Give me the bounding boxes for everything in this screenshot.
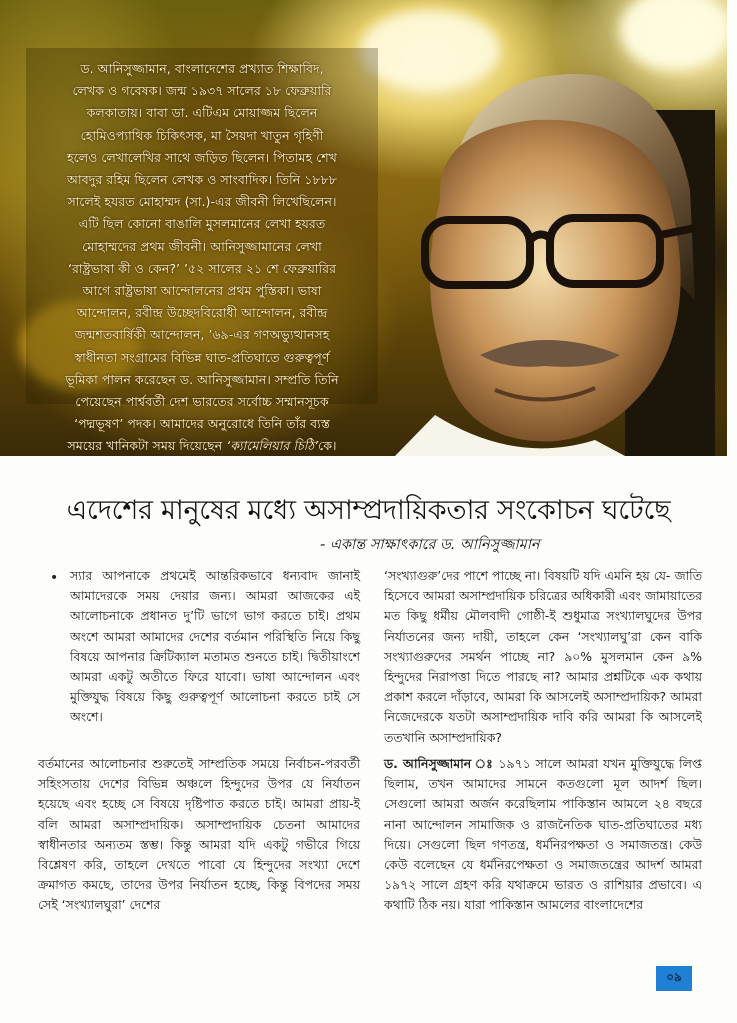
- bio-line-last: [67, 438, 336, 453]
- answer-1-text: ১৯৭১ সালে আমরা যখন মুক্তিযুদ্ধে লিপ্ত ছিলাম, তখন আমাদের সামনে কতগুলো মূল আদর্শ ছিল। সেগুলো আমরা অর্জন করেছিলাম পাকিস্তান আমলে ২৪ বছরে নানা আন্দোলন সামাজিক ও রাজনৈতিক ঘাত-প্রতিঘাতের মধ্য দিয়ে। সেগুলো ছিল গণতন্ত্র, ধর্মনিরপক্ষতা ও সমাজতন্ত্র। কেউ কেউ বলেছেন যে ধর্মনিরপেক্ষতা ও সমাজতন্ত্রের আদর্শ আমরা ১৯৭২ সালে গ্রহণ করি যথাক্রমে ভারত ও রাশিয়ার প্রভাবে। এ কথাটি ঠিক নয়। যারা পাকিস্তান আমলের বাংলাদেশের: [384, 756, 702, 913]
- bio-line: পেয়েছেন পার্শ্ববর্তী দেশ ভারতের সর্বোচ্চ সম্মানসূচক: [75, 394, 329, 410]
- bullet-icon: •: [50, 570, 59, 586]
- bio-last-prefix: সময়ের খানিকটা সময় দিয়েছেন: [67, 438, 227, 454]
- bio-last-suffix: কে।: [318, 438, 337, 454]
- question-2-block-part2: [384, 566, 702, 748]
- page-number-badge: [656, 966, 692, 991]
- magazine-name: ‘ক্যামেলিয়ার চিঠি’: [226, 438, 319, 454]
- question-1-block: [70, 566, 360, 728]
- bio-line: সালেই হযরত মোহাম্মদ (সা.)-এর জীবনী লিখেছিলেন।: [67, 194, 337, 210]
- question-2-block-part1: [38, 754, 360, 916]
- answer-speaker: ড. আনিসুজ্জামান ঃ: [384, 756, 494, 771]
- bio-line: এটি ছিল কোনো বাঙালি মুসলমানের লেখা হযরত: [78, 216, 326, 232]
- answer-1-block: [384, 754, 702, 916]
- bio-line: আন্দোলন, রবীন্দ্র উচ্ছেদবিরোধী আন্দোলন, রবীন্দ্র: [76, 305, 328, 321]
- question-2-text-part2: ‘সংখ্যাগুরু’দের পাশে পাচ্ছে না। বিষয়টি যদি এমনি হয় যে- জাতি হিসেবে আমরা অসাম্প্রদায়িক চরিত্রের অধিকারী এবং জামায়াতের মত কিছু ধর্মীয় মৌলবাদী গোষ্ঠী-ই শুধুমাত্র সংখ্যালঘুদের উপর নির্যাতনের জন্য দায়ী, তাহলে কেন ‘সংখ্যালঘু’রা কেন বাকি সংখ্যাগুরুদের সমর্থন পাচ্ছে না? ৯০% মুসলমান কেন ৯% হিন্দুদের নিরাপত্তা দিতে পারছে না? আমার প্রশ্নটিকে এক কথায় প্রকাশ করলে দাঁড়াবে, আমরা কি আসলেই অসাম্প্রদায়িক? আমরা নিজেদেরকে যতটা অসাম্প্রদায়িক দাবি করি আমরা কি আসলেই ততখানি অসাম্প্রদায়িক?: [384, 568, 702, 745]
- bio-line: ড. আনিসুজ্জামান, বাংলাদেশের প্রখ্যাত শিক্ষাবিদ,: [80, 61, 324, 76]
- bio-box: [26, 48, 378, 454]
- bio-line: স্বাধীনতা সংগ্রামের বিভিন্ন ঘাত-প্রতিঘাতে গুরুত্বপূর্ণ: [74, 349, 330, 365]
- page-number: ০৯: [666, 969, 682, 984]
- answer-1-paragraph: [384, 754, 702, 916]
- portrait-image: [395, 70, 715, 456]
- bio-line: জন্মশতবার্ষিকী আন্দোলন, ’৬৯-এর গণঅভ্যুত্থানসহ: [74, 327, 330, 343]
- bio-line: লেখক ও গবেষক। জন্ম ১৯৩৭ সালের ১৮ ফেব্রুয়ারি: [72, 83, 332, 99]
- bio-line: আবদুর রহিম ছিলেন লেখক ও সাংবাদিক। তিনি ১৮৮৮: [67, 172, 337, 188]
- bio-line: মোহাম্মদের প্রথম জীবনী। আনিসুজ্জামানের লেখা: [82, 238, 322, 254]
- light-spot: [620, 0, 727, 70]
- bio-line: আগে রাষ্ট্রভাষা আন্দোলনের প্রথম পুস্তিকা। ভাষা: [82, 283, 322, 299]
- bio-line: কলকাতায়। বাবা ডা. এটিএম মোয়াজ্জম ছিলেন: [86, 105, 318, 121]
- article-subheadline: - একান্ত সাক্ষাৎকারে ড. আনিসুজ্জামান: [320, 537, 540, 553]
- question-2-text-part1: বর্তমানের আলোচনার শুরুতেই সাম্প্রতিক সময়ে নির্বাচন-পরবর্তী সহিংসতায় দেশের বিভিন্ন অঞ্চলে হিন্দুদের উপর যে নির্যাতন হয়েছে এবং হচ্ছে সে বিষয়ে দৃষ্টিপাত করতে চাই। আমরা প্রায়-ই বলি আমরা অসাম্প্রদায়িক। অসাম্প্রদায়িক চেতনা আমাদের স্বাধীনতার অন্যতম স্তম্ভ। কিন্তু আমরা যদি একটু গভীরে গিয়ে বিশ্লেষণ করি, তাহলে দেখতে পাবো যে হিন্দুদের সংখ্যা দেশে ক্রমাগত কমছে, তাদের উপর নির্যাতন হচ্ছে, কিন্তু বিপদের সময় সেই ‘সংখ্যালঘুরা’ দেশের: [38, 756, 360, 913]
- bio-line: ‘পদ্মভূষণ’ পদক। আমাদের অনুরোধে তিনি তাঁর ব্যস্ত: [74, 416, 330, 432]
- bio-line: ‘রাষ্ট্রভাষা কী ও কেন?’ ’৫২ সালের ২১ শে ফেব্রুয়ারির: [67, 260, 336, 276]
- bio-line: হোমিওপ্যাথিক চিকিৎসক, মা সৈয়দা খাতুন গৃহিণী: [80, 127, 324, 143]
- bio-text: [34, 58, 370, 456]
- hero-banner: [0, 0, 727, 456]
- bio-line: ভূমিকা পালন করেছেন ড. আনিসুজ্জামান। সম্প্রতি তিনি: [65, 371, 339, 387]
- article-headline: এদেশের মানুষের মধ্যে অসাম্প্রদায়িকতার সংকোচন ঘটেছে: [66, 495, 671, 526]
- question-1-text: স্যার আপনাকে প্রথমেই আন্তরিকভাবে ধন্যবাদ জানাই আমাদেরকে সময় দেয়ার জন্য। আমরা আজকের এই আলোচনাকে প্রধানত দু’টি ভাগে ভাগ করতে চাই। প্রথম অংশে আমরা আমাদের দেশের বর্তমান পরিস্থিতি নিয়ে কিছু বিষয়ে আপনার ক্রিটিক্যাল মতামত শুনতে চাই। দ্বিতীয়াংশে আমরা একটু অতীতে ফিরে যাবো। ভাষা আন্দোলন এবং মুক্তিযুদ্ধ বিষয়ে কিছু গুরুত্বপূর্ণ আলোচনা করতে চাই সে অংশে।: [70, 568, 360, 725]
- bio-line: হলেও লেখালেখির সাথে জড়িত ছিলেন। পিতামহ শেখ: [67, 149, 337, 165]
